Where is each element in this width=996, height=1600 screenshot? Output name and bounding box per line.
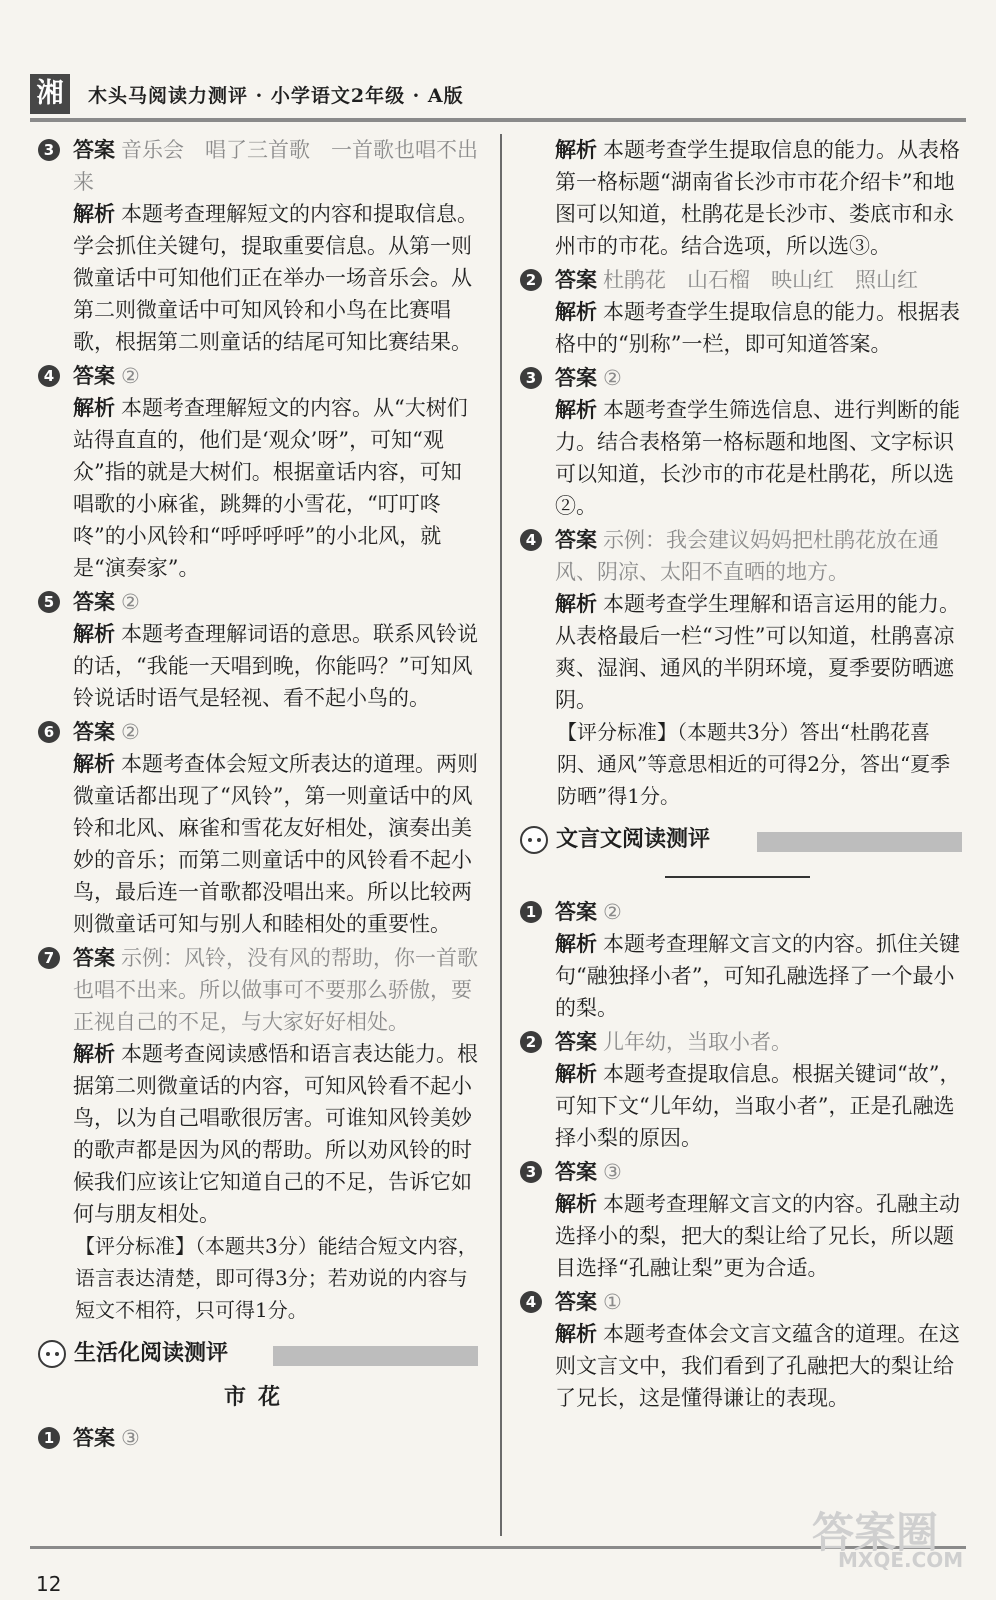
answer-item-7 [38, 942, 478, 1326]
passage-title: 市花 [223, 1385, 292, 1410]
analysis-text: 本题考查阅读感悟和语言表达能力。根据第二则微童话的内容，可知风铃看不起小鸟，以为自己唱歌很厉害。可谁知风铃美妙的歌声都是因为风的帮助。所以劝风铃的时候我们应该让它知道自己的不足，告诉它如何与朋友相处。 [73, 1042, 478, 1226]
answer-text: ② [121, 364, 140, 388]
analysis-label: 解析 [555, 592, 597, 616]
analysis-item-1-continued [520, 134, 962, 262]
site-watermark: 答案圈 [812, 1508, 939, 1557]
question-number: 5 [38, 591, 60, 613]
scoring-standard: 【评分标准】（本题共3分）答出“杜鹃花喜阴、通风”等意思相近的可得2分，答出“夏季防晒”得1分。 [557, 720, 951, 808]
analysis-label: 解析 [555, 398, 597, 422]
question-number: 7 [38, 947, 60, 969]
answer-item-6 [38, 716, 478, 940]
analysis-label: 解析 [73, 752, 115, 776]
answer-label: 答案 [555, 268, 597, 292]
right-column [520, 134, 962, 1416]
book-title: 木头马阅读力测评 · 小学语文2年级 · A版 [88, 85, 464, 107]
answer-text: ② [603, 366, 622, 390]
analysis-label: 解析 [555, 1192, 597, 1216]
analysis-text: 本题考查理解短文的内容。从“大树们站得直直的，他们是‘观众’呀”，可知“观众”指的就是大树们。根据童话内容，可知唱歌的小麻雀，跳舞的小雪花，“叮叮咚咚”的小风铃和“呼呼呼呼”的小北风，就是“演奏家”。 [73, 396, 468, 580]
section-bar [757, 832, 962, 852]
header-rule [30, 118, 966, 122]
analysis-label: 解析 [73, 1042, 115, 1066]
answer-text: ② [121, 720, 140, 744]
question-number: 1 [520, 901, 542, 923]
answer-item-4 [38, 360, 478, 584]
answer-text: 儿年幼，当取小者。 [603, 1030, 792, 1054]
question-number: 3 [520, 1161, 542, 1183]
analysis-text: 本题考查学生理解和语言运用的能力。从表格最后一栏“习性”可以知道，杜鹃喜凉爽、湿润、通风的半阴环境，夏季要防晒遮阴。 [555, 592, 960, 712]
section-heading-classical-reading [520, 820, 962, 862]
analysis-text: 本题考查学生提取信息的能力。根据表格中的“别称”一栏，即可知道答案。 [555, 300, 960, 356]
question-number: 3 [38, 139, 60, 161]
question-number: 4 [38, 365, 60, 387]
section-heading-life-reading [38, 1334, 478, 1376]
answer-label: 答案 [555, 1160, 597, 1184]
analysis-text: 本题考查学生提取信息的能力。从表格第一格标题“湖南省长沙市市花介绍卡”和地图可以知道，杜鹃花是长沙市、娄底市和永州市的市花。结合选项，所以选③。 [555, 138, 960, 258]
answer-label: 答案 [555, 1030, 597, 1054]
analysis-text: 本题考查提取信息。根据关键词“故”，可知下文“儿年幼，当取小者”，正是孔融选择小梨的原因。 [555, 1062, 961, 1150]
analysis-text: 本题考查理解文言文的内容。孔融主动选择小的梨，把大的梨让给了兄长，所以题目选择“孔融让梨”更为合适。 [555, 1192, 960, 1280]
answer-item-5 [38, 586, 478, 714]
answer-label: 答案 [73, 946, 115, 970]
question-number: 2 [520, 1031, 542, 1053]
analysis-label: 解析 [73, 202, 115, 226]
section-bar [273, 1346, 478, 1366]
section-title: 生活化阅读测评 [74, 1341, 229, 1366]
left-column [38, 134, 478, 1456]
answer-item-1 [38, 1422, 478, 1454]
analysis-text: 本题考查体会短文所表达的道理。两则微童话都出现了“风铃”，第一则童话中的风铃和北风、麻雀和雪花友好相处，演奏出美妙的音乐；而第二则童话中的风铃看不起小鸟，最后连一首歌都没唱出来。所以比较两则微童话可知与别人和睦相处的重要性。 [73, 752, 478, 936]
answer-text: ③ [121, 1426, 140, 1450]
answer-label: 答案 [73, 364, 115, 388]
column-divider [500, 134, 502, 1536]
answer-label: 答案 [555, 366, 597, 390]
question-number: 4 [520, 529, 542, 551]
answer-text: 音乐会 唱了三首歌 一首歌也唱不出来 [73, 138, 478, 194]
analysis-label: 解析 [73, 622, 115, 646]
reader-face-icon [520, 826, 548, 854]
answer-label: 答案 [73, 590, 115, 614]
answer-text: ② [603, 900, 622, 924]
answer-item-4 [520, 524, 962, 812]
answer-label: 答案 [73, 1426, 115, 1450]
answer-item-3 [520, 362, 962, 522]
analysis-text: 本题考查体会文言文蕴含的道理。在这则文言文中，我们看到了孔融把大的梨让给了兄长，这是懂得谦让的表现。 [555, 1322, 960, 1410]
answer-text: 示例：我会建议妈妈把杜鹃花放在通风、阴凉、太阳不直晒的地方。 [555, 528, 939, 584]
question-number: 4 [520, 1291, 542, 1313]
title-placeholder-line [665, 876, 810, 878]
answer-label: 答案 [73, 720, 115, 744]
answer-label: 答案 [555, 1290, 597, 1314]
answer-label: 答案 [555, 900, 597, 924]
section-title: 文言文阅读测评 [556, 827, 711, 852]
province-badge: 湘 [30, 74, 70, 114]
analysis-label: 解析 [555, 300, 597, 324]
analysis-text: 本题考查理解短文的内容和提取信息。学会抓住关键句，提取重要信息。从第一则微童话中可知他们正在举办一场音乐会。从第二则微童话中可知风铃和小鸟在比赛唱歌，根据第二则童话的结尾可知比赛结果。 [73, 202, 478, 354]
answer-label: 答案 [555, 528, 597, 552]
question-number: 1 [38, 1427, 60, 1449]
answer-text: ② [121, 590, 140, 614]
site-watermark-url: MXQE.COM [838, 1548, 964, 1572]
answer-item-3 [38, 134, 478, 358]
analysis-label: 解析 [73, 396, 115, 420]
answer-text: 杜鹃花 山石榴 映山红 照山红 [603, 268, 918, 292]
answer-text: ① [603, 1290, 622, 1314]
answer-item-2 [520, 264, 962, 360]
question-number: 3 [520, 367, 542, 389]
reader-face-icon [38, 1340, 66, 1368]
analysis-label: 解析 [555, 1062, 597, 1086]
analysis-text: 本题考查理解文言文的内容。抓住关键句“融独择小者”，可知孔融选择了一个最小的梨。 [555, 932, 960, 1020]
classical-answer-item-3 [520, 1156, 962, 1284]
page-number: 12 [36, 1572, 62, 1596]
analysis-label: 解析 [555, 138, 597, 162]
analysis-text: 本题考查理解词语的意思。联系风铃说的话，“我能一天唱到晚，你能吗？”可知风铃说话时语气是轻视、看不起小鸟的。 [73, 622, 478, 710]
answer-text: 示例：风铃，没有风的帮助，你一首歌也唱不出来。所以做事可不要那么骄傲，要正视自己的不足，与大家好好相处。 [73, 946, 478, 1034]
classical-answer-item-4 [520, 1286, 962, 1414]
analysis-text: 本题考查学生筛选信息、进行判断的能力。结合表格第一格标题和地图、文字标识可以知道，长沙市的市花是杜鹃花，所以选②。 [555, 398, 960, 518]
answer-label: 答案 [73, 138, 115, 162]
page-header [30, 74, 966, 114]
analysis-label: 解析 [555, 1322, 597, 1346]
classical-answer-item-1 [520, 896, 962, 1024]
answer-text: ③ [603, 1160, 622, 1184]
question-number: 6 [38, 721, 60, 743]
question-number: 2 [520, 269, 542, 291]
analysis-label: 解析 [555, 932, 597, 956]
scoring-standard: 【评分标准】（本题共3分）能结合短文内容，语言表达清楚，即可得3分；若劝说的内容与短文不相符，只可得1分。 [75, 1234, 478, 1322]
classical-answer-item-2 [520, 1026, 962, 1154]
